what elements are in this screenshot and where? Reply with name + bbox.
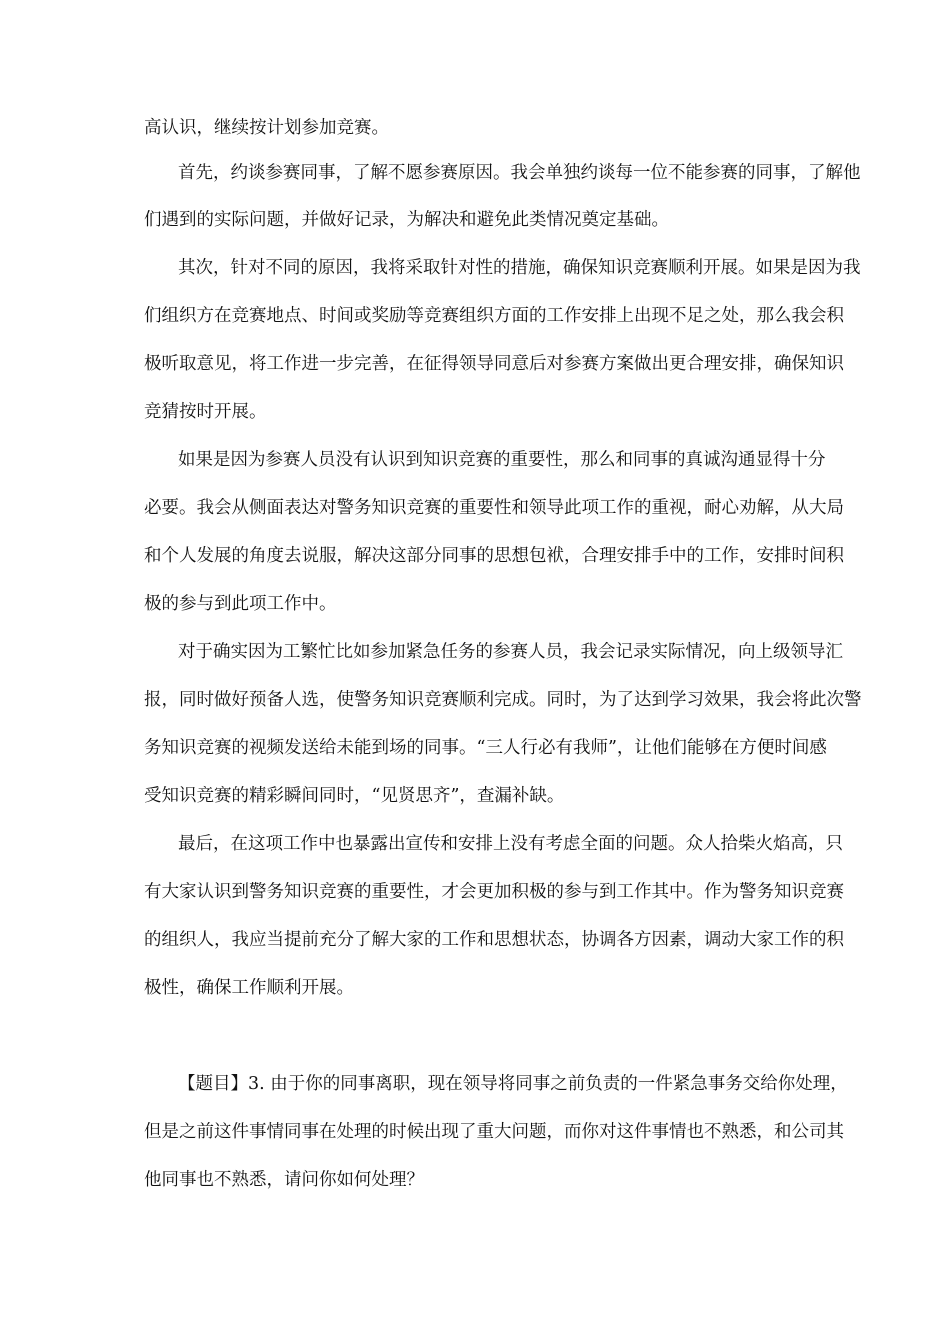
text-line: 必要。我会从侧面表达对警务知识竞赛的重要性和领导此项工作的重视，耐心劝解，从大局 <box>144 498 844 518</box>
text-line: 极听取意见，将工作进一步完善，在征得领导同意后对参赛方案做出更合理安排，确保知识 <box>144 354 844 374</box>
text-line: 们组织方在竞赛地点、时间或奖励等竞赛组织方面的工作安排上出现不足之处，那么我会积 <box>144 306 844 326</box>
text-line: 和个人发展的角度去说服，解决这部分同事的思想包袱，合理安排手中的工作，安排时间积 <box>144 546 844 566</box>
text-line: 最后，在这项工作中也暴露出宣传和安排上没有考虑全面的问题。众人拾柴火焰高，只 <box>178 834 843 854</box>
question-line: 他同事也不熟悉，请问你如何处理？ <box>144 1170 424 1190</box>
text-line: 务知识竞赛的视频发送给未能到场的同事。“三人行必有我师”，让他们能够在方便时间感 <box>144 738 827 758</box>
text-line: 极的参与到此项工作中。 <box>144 594 337 614</box>
text-line: 对于确实因为工繁忙比如参加紧急任务的参赛人员，我会记录实际情况，向上级领导汇 <box>178 642 843 662</box>
question-line: 但是之前这件事情同事在处理的时候出现了重大问题，而你对这件事情也不熟悉，和公司其 <box>144 1122 844 1142</box>
text-line: 受知识竞赛的精彩瞬间同时，“见贤思齐”，查漏补缺。 <box>144 786 565 806</box>
text-line: 如果是因为参赛人员没有认识到知识竞赛的重要性，那么和同事的真诚沟通显得十分 <box>178 450 826 470</box>
text-line: 有大家认识到警务知识竞赛的重要性，才会更加积极的参与到工作其中。作为警务知识竞赛 <box>144 882 844 902</box>
question-line: 【题目】3. 由于你的同事离职，现在领导将同事之前负责的一件紧急事务交给你处理， <box>178 1074 848 1094</box>
text-line: 其次，针对不同的原因，我将采取针对性的措施，确保知识竞赛顺利开展。如果是因为我 <box>178 258 861 278</box>
text-line: 们遇到的实际问题，并做好记录，为解决和避免此类情况奠定基础。 <box>144 210 669 230</box>
text-line: 极性，确保工作顺利开展。 <box>144 978 354 998</box>
text-line: 首先，约谈参赛同事，了解不愿参赛原因。我会单独约谈每一位不能参赛的同事，了解他 <box>178 163 861 183</box>
text-line: 高认识，继续按计划参加竞赛。 <box>144 118 389 138</box>
text-line: 的组织人，我应当提前充分了解大家的工作和思想状态，协调各方因素，调动大家工作的积 <box>144 930 844 950</box>
text-line: 报，同时做好预备人选，使警务知识竞赛顺利完成。同时，为了达到学习效果，我会将此次警 <box>144 690 862 710</box>
text-line: 竞猜按时开展。 <box>144 402 267 422</box>
